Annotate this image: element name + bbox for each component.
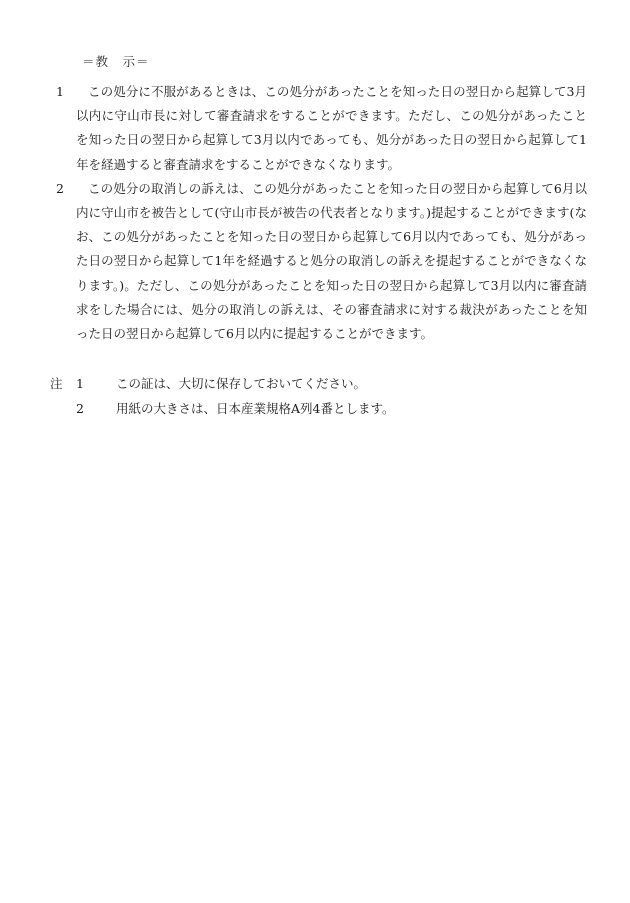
note-number: 2: [76, 400, 84, 416]
notice-item-2: [52, 177, 587, 346]
note-prefix: 注: [50, 376, 63, 391]
note-prefix-spacer: [50, 397, 76, 422]
notice-item-1: [52, 80, 587, 177]
note-row-1: [50, 372, 590, 397]
note-text: 用紙の大きさは、日本産業規格A列4番とします。: [116, 400, 395, 416]
note-row-2: [50, 397, 590, 422]
notice-item-number: 1: [56, 84, 64, 99]
notes-section: [50, 372, 590, 421]
notice-list: [52, 80, 587, 346]
notice-item-text: この処分に不服があるときは、この処分があったことを知った日の翌日から起算して3月以内に守山市長に対して審査請求をすることができます。ただし、この処分があったことを知った日の翌日から起算して3月以内であっても、処分があった日の翌日から起算して1年を経過すると審査請求をすることができなくなります。: [76, 84, 587, 172]
notice-heading: ＝教 示＝: [82, 54, 150, 69]
notice-item-number: 2: [56, 180, 64, 196]
notice-item-text: この処分の取消しの訴えは、この処分があったことを知った日の翌日から起算して6月以内に守山市を被告として(守山市長が被告の代表者となります。)提起することができます(なお、この処分があったことを知った日の翌日から起算して6月以内であっても、処分があった日の翌日から起算して1年を経過すると処分の取消しの訴えを提起することができなくなります。)。ただし、この処分があったことを知った日の翌日から起算して3月以内に審査請求をした場合には、処分の取消しの訴えは、その審査請求に対する裁決があったことを知った日の翌日から起算して6月以内に提起することができます。: [76, 180, 587, 342]
note-text: この証は、大切に保存しておいてください。: [116, 376, 367, 391]
note-number: 1: [76, 376, 84, 391]
